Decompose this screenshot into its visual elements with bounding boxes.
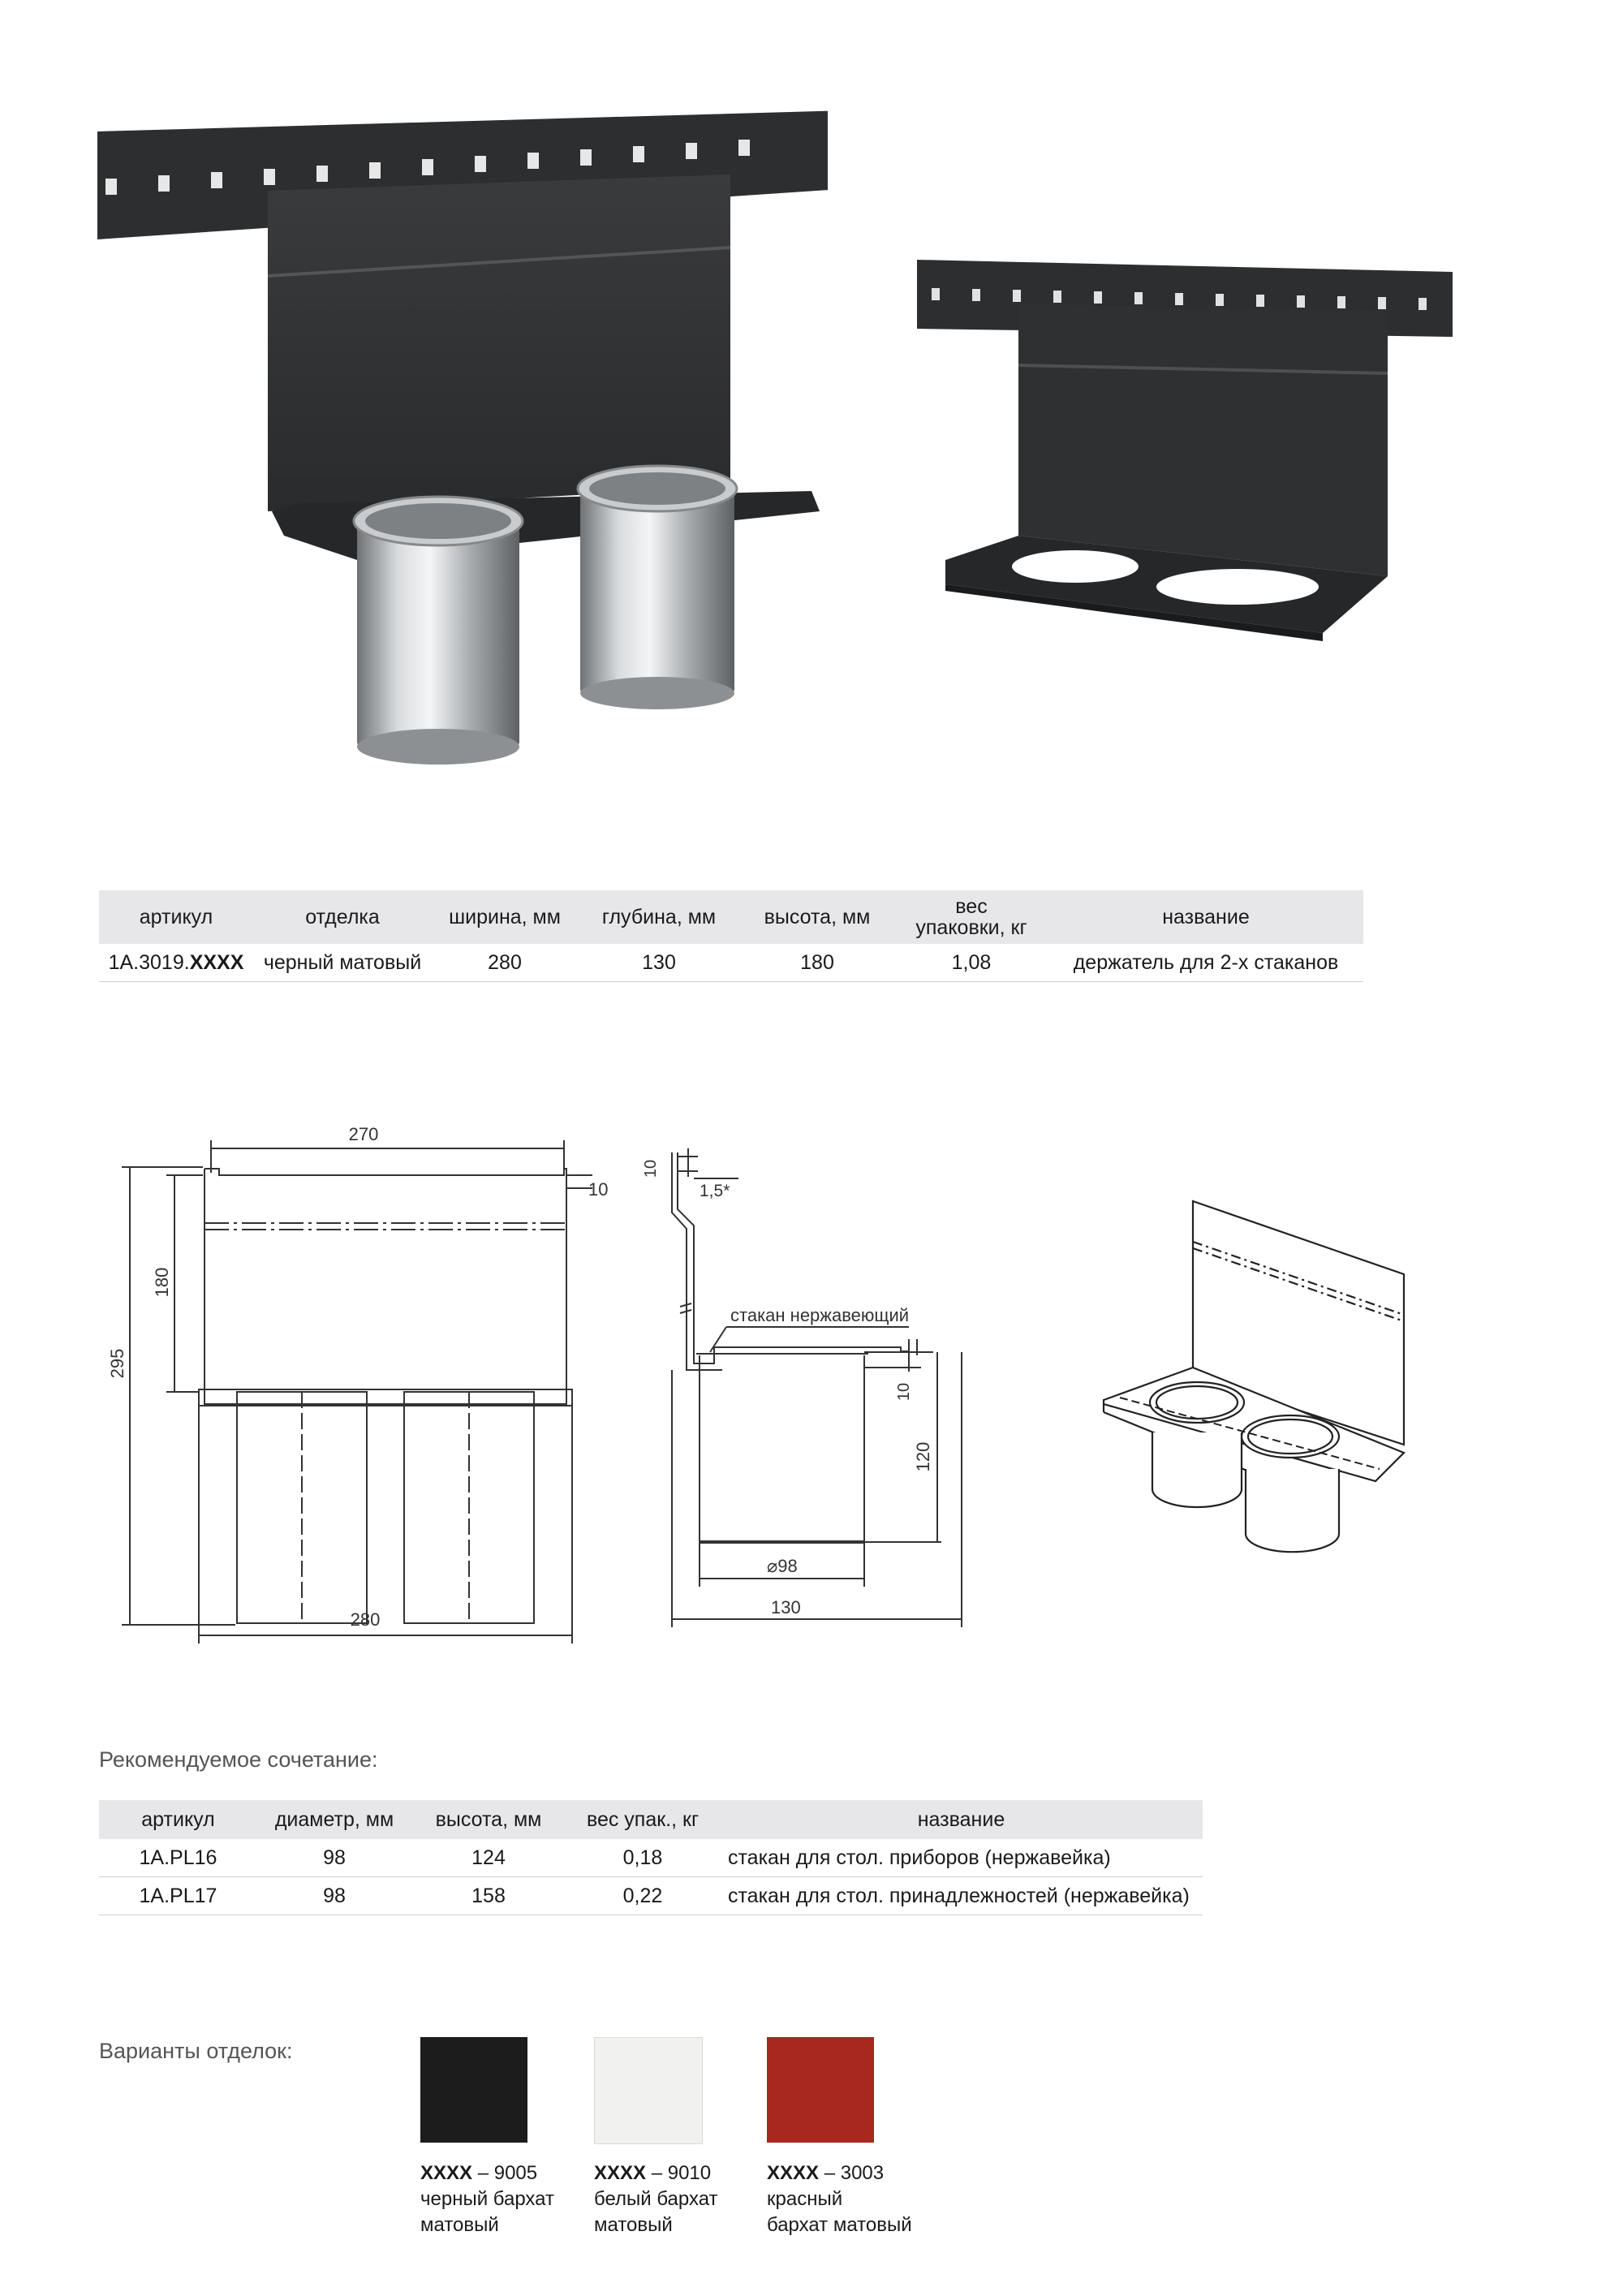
rec-weight: 0,22 — [566, 1877, 720, 1915]
side-dim-10-cup: 10 — [895, 1382, 913, 1402]
col-name: название — [1048, 890, 1363, 944]
rec-height: 124 — [411, 1839, 566, 1877]
rec-col-article: артикул — [99, 1800, 257, 1839]
dim-180: 180 — [152, 1267, 172, 1298]
rec-weight: 0,18 — [566, 1839, 720, 1877]
finish-caption-black — [420, 2160, 554, 2238]
cell-article — [99, 944, 253, 982]
col-depth: глубина, мм — [578, 890, 740, 944]
rec-col-diameter: диаметр, мм — [257, 1800, 411, 1839]
cell-weight: 1,08 — [894, 944, 1048, 982]
article-prefix: 1A.3019. — [108, 950, 190, 974]
rec-diameter: 98 — [257, 1877, 411, 1915]
table-row — [99, 1877, 1203, 1915]
finish-line2: черный бархат — [420, 2188, 554, 2210]
rec-col-weight: вес упак., кг — [566, 1800, 720, 1839]
side-cup-label: стакан нержавеющий — [730, 1305, 910, 1325]
col-weight-line1: вес — [955, 894, 988, 918]
rec-height: 158 — [411, 1877, 566, 1915]
col-weight-line2: упаковки, кг — [915, 916, 1027, 939]
finishes-title: Варианты отделок: — [99, 2039, 293, 2063]
finish-number: – 9010 — [646, 2162, 712, 2184]
side-dim-130: 130 — [771, 1597, 801, 1618]
article-code: XXXX — [189, 950, 244, 974]
rec-name: стакан для стол. принадлежностей (нержавейка) — [720, 1877, 1203, 1915]
swatch-black — [420, 2037, 527, 2143]
rec-col-height: высота, мм — [411, 1800, 566, 1839]
cell-finish: черный матовый — [253, 944, 432, 982]
swatch-white — [594, 2037, 703, 2144]
finish-line2: красный — [767, 2188, 843, 2210]
side-view-drawing — [641, 1144, 990, 1648]
finish-caption-red — [767, 2160, 912, 2238]
finish-code: XXXX — [594, 2162, 647, 2184]
finish-caption-white — [594, 2160, 718, 2238]
rec-diameter: 98 — [257, 1839, 411, 1877]
product-spec-table — [99, 890, 1363, 982]
table-row — [99, 1839, 1203, 1877]
dim-280: 280 — [350, 1609, 381, 1630]
col-article: артикул — [99, 890, 253, 944]
dim-295: 295 — [107, 1348, 127, 1379]
swatch-red — [767, 2037, 874, 2143]
rec-col-name: название — [720, 1800, 1203, 1839]
rec-name: стакан для стол. приборов (нержавейка) — [720, 1839, 1203, 1877]
rec-article: 1A.PL16 — [99, 1839, 257, 1877]
table-row — [99, 944, 1363, 982]
finish-code: XXXX — [767, 2162, 820, 2184]
cell-name: держатель для 2-х стаканов — [1048, 944, 1363, 982]
side-angle: 1,5* — [700, 1182, 730, 1200]
isometric-drawing — [1087, 1185, 1428, 1574]
side-dim-120: 120 — [913, 1441, 933, 1472]
finish-code: XXXX — [420, 2162, 473, 2184]
finish-number: – 9005 — [472, 2162, 538, 2184]
cell-depth: 130 — [578, 944, 740, 982]
product-photo-with-cups — [97, 106, 828, 771]
product-photo-empty — [917, 252, 1453, 657]
front-view-drawing — [105, 1112, 625, 1648]
cell-height: 180 — [740, 944, 894, 982]
finish-line3: матовый — [420, 2214, 499, 2236]
finish-line3: бархат матовый — [767, 2214, 912, 2236]
dim-270: 270 — [348, 1124, 379, 1144]
dim-10-top: 10 — [588, 1179, 609, 1200]
col-height: высота, мм — [740, 890, 894, 944]
finish-line2: белый бархат — [594, 2188, 718, 2210]
recommended-table — [99, 1800, 1203, 1915]
finish-number: – 3003 — [819, 2162, 885, 2184]
cell-width: 280 — [432, 944, 578, 982]
col-finish: отделка — [253, 890, 432, 944]
rec-article: 1A.PL17 — [99, 1877, 257, 1915]
side-dim-10: 10 — [642, 1159, 660, 1178]
recommended-title: Рекомендуемое сочетание: — [99, 1747, 378, 1772]
col-width: ширина, мм — [432, 890, 578, 944]
col-weight — [894, 890, 1048, 944]
side-dim-d98: ⌀98 — [767, 1556, 798, 1576]
finish-line3: матовый — [594, 2214, 673, 2236]
